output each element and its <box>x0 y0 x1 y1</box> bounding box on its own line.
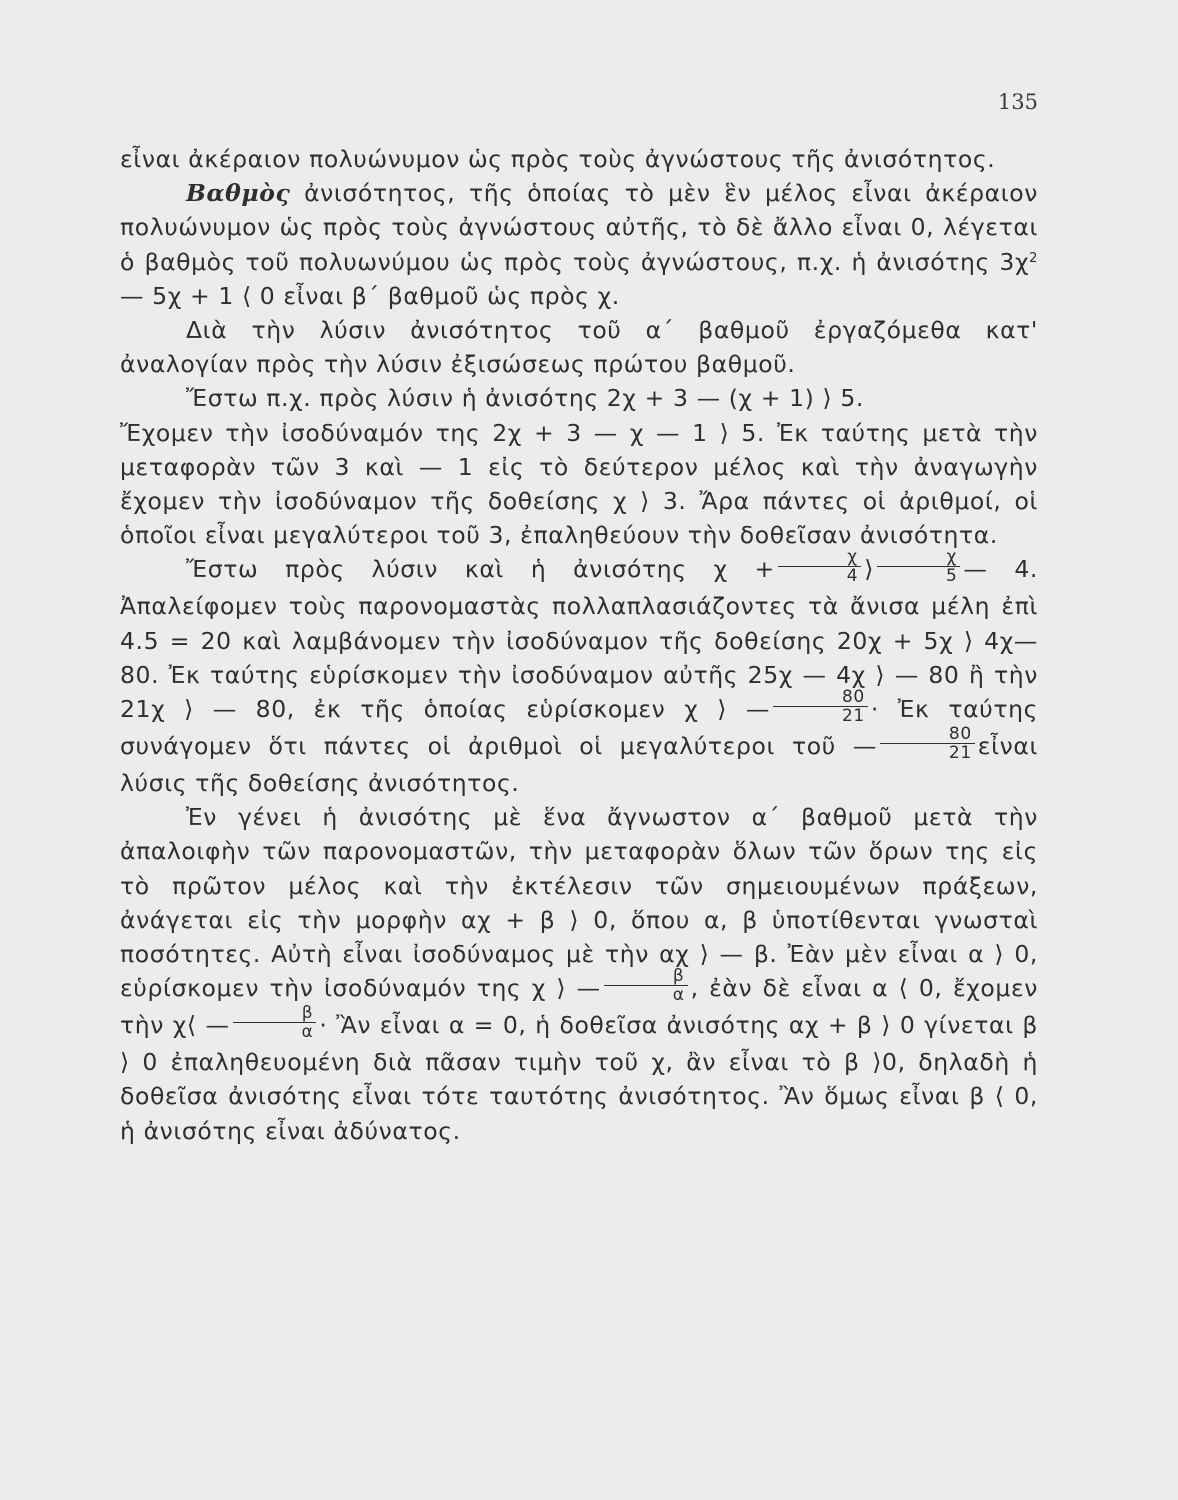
paragraph-3: Διὰ τὴν λύσιν ἀνισότητος τοῦ α΄ βαθμοῦ ἐργαζόμεθα κατ' ἀναλογίαν πρὸς τὴν λύσιν ἐξισώσεως πρώτου βαθμοῦ. <box>120 316 1038 379</box>
fraction-x-over-5 <box>877 548 960 585</box>
fraction-80-over-21 <box>773 688 868 725</box>
paragraph-4: Ἔστω π.χ. πρὸς λύσιν ἡ ἀνισότης 2χ + 3 — (χ + 1) ⟩ 5. <box>186 384 864 413</box>
paragraph-2 <box>120 176 1038 313</box>
paragraph-6-text-a: Ἔστω πρὸς λύσιν καὶ ἡ ἀνισότης χ + <box>186 555 775 584</box>
paragraph-2-text-a: ἀνισότητος, τῆς ὁποίας τὸ μὲν ἓν μέλος εἶναι ἀκέραιον πολυώνυμον ὡς πρὸς τοὺς ἀγνώστους αὐτῆς, τὸ δὲ ἄλλο εἶναι 0, λέγεται ὁ βαθμὸς τοῦ πολυωνύμου ὡς πρὸς τοὺς ἀγνώστους, π.χ. ἡ ἀνισότης 3χ <box>120 179 1038 276</box>
fraction-denominator: 4 <box>846 566 859 587</box>
fraction-numerator: 80 <box>773 688 868 707</box>
paragraph-6-text-c: — 4. Ἀπαλείφομεν τοὺς παρονομαστὰς πολλαπλασιάζοντες τὰ ἄνισα μέλη ἐπὶ 4.5 = 20 καὶ λαμβάνομεν τὴν ἰσοδύναμον τῆς δοθείσης 20χ + 5χ ⟩ 4χ—80. Ἐκ ταύτης εὑρίσκομεν τὴν ἰσοδύναμον αὐτῆς 25χ — 4χ ⟩ — 80 ἢ τὴν 21χ ⟩ — 80, ἐκ τῆς ὁποίας εὑρίσκομεν χ ⟩ — <box>120 555 1038 724</box>
fraction-x-over-4 <box>778 548 861 585</box>
paragraph-6-text-e: εἶναι λύσις τῆς δοθείσης ἀνισότητος. <box>120 732 1038 798</box>
text-body <box>120 142 1038 1148</box>
fraction-beta-over-alpha-second <box>233 1004 317 1041</box>
fraction-numerator: 80 <box>880 725 975 744</box>
defined-term: Βαθμὸς <box>186 179 291 208</box>
fraction-denominator: 21 <box>948 743 972 764</box>
fraction-denominator: α <box>672 985 685 1006</box>
paragraph-7-text-c: · Ἂν εἶναι α = 0, ἡ δοθεῖσα ἀνισότης αχ + β ⟩ 0 γίνεται β ⟩ 0 ἐπαληθευομένη διὰ πᾶσαν τιμὴν τοῦ χ, ἂν εἶναι τὸ β ⟩0, δηλαδὴ ἡ δοθεῖσα ἀνισότης εἶναι τότε ταυτότης ἀνισότητος. Ἂν ὅμως εἶναι β ⟨ 0, ἡ ἀνισότης εἶναι ἀδύνατος. <box>120 1011 1038 1145</box>
paragraph-1: εἶναι ἀκέραιον πολυώνυμον ὡς πρὸς τοὺς ἀγνώστους τῆς ἀνισότητος. <box>120 145 996 173</box>
fraction-numerator: β <box>233 1004 317 1023</box>
fraction-80-over-21-second <box>880 725 975 762</box>
paragraph-6 <box>120 547 1038 800</box>
paragraph-7 <box>120 800 1038 1148</box>
paragraph-6-text-b: ⟩ <box>864 555 874 584</box>
fraction-numerator: χ <box>778 548 861 567</box>
paragraph-6-text-d: · Ἐκ ταύτης συνάγομεν ὅτι πάντες οἱ ἀριθμοὶ οἱ μεγαλύτεροι τοῦ — <box>120 695 1038 761</box>
paragraph-2-text-b: — 5χ + 1 ⟨ 0 εἶναι β΄ βαθμοῦ ὡς πρὸς χ. <box>120 281 620 310</box>
paragraph-7-text-a: Ἐν γένει ἡ ἀνισότης μὲ ἕνα ἄγνωστον α΄ βαθμοῦ μετὰ τὴν ἀπαλοιφὴν τῶν παρονομαστῶν, τὴν μεταφορὰν ὅλων τῶν ὅρων της εἰς τὸ πρῶτον μέλος καὶ τὴν ἐκτέλεσιν τῶν σημειουμένων πράξεων, ἀνάγεται εἰς τὴν μορφὴν αχ + β ⟩ 0, ὅπου α, β ὑποτίθενται γνωσταὶ ποσότητες. Αὐτὴ εἶναι ἰσοδύναμος μὲ τὴν αχ ⟩ — β. Ἐὰν μὲν εἶναι α ⟩ 0, εὑρίσκομεν τὴν ἰσοδύναμόν της χ ⟩ — <box>120 803 1038 1003</box>
fraction-denominator: 5 <box>946 566 958 587</box>
paragraph-5: Ἔχομεν τὴν ἰσοδύναμόν της 2χ + 3 — χ — 1 ⟩ 5. Ἐκ ταύτης μετὰ τὴν μεταφορὰν τῶν 3 καὶ — 1 εἰς τὸ δεύτερον μέλος καὶ τὴν ἀναγωγὴν ἔχομεν τὴν ἰσοδύναμον τῆς δοθείσης χ ⟩ 3. Ἄρα πάντες οἱ ἀριθμοί, οἱ ὁποῖοι εἶναι μεγαλύτεροι τοῦ 3, ἐπαληθεύουν τὴν δοθεῖσαν ἀνισότητα. <box>120 418 1038 550</box>
paragraph-7-text-b: , ἐὰν δὲ εἶναι α ⟨ 0, ἔχομεν τὴν χ⟨ — <box>120 974 1038 1040</box>
fraction-denominator: 21 <box>841 706 865 727</box>
fraction-numerator: χ <box>877 548 960 567</box>
page-number: 135 <box>997 90 1038 114</box>
fraction-numerator: β <box>604 967 688 986</box>
fraction-denominator: α <box>301 1022 314 1043</box>
fraction-beta-over-alpha <box>604 967 688 1004</box>
exponent: 2 <box>1029 250 1038 266</box>
